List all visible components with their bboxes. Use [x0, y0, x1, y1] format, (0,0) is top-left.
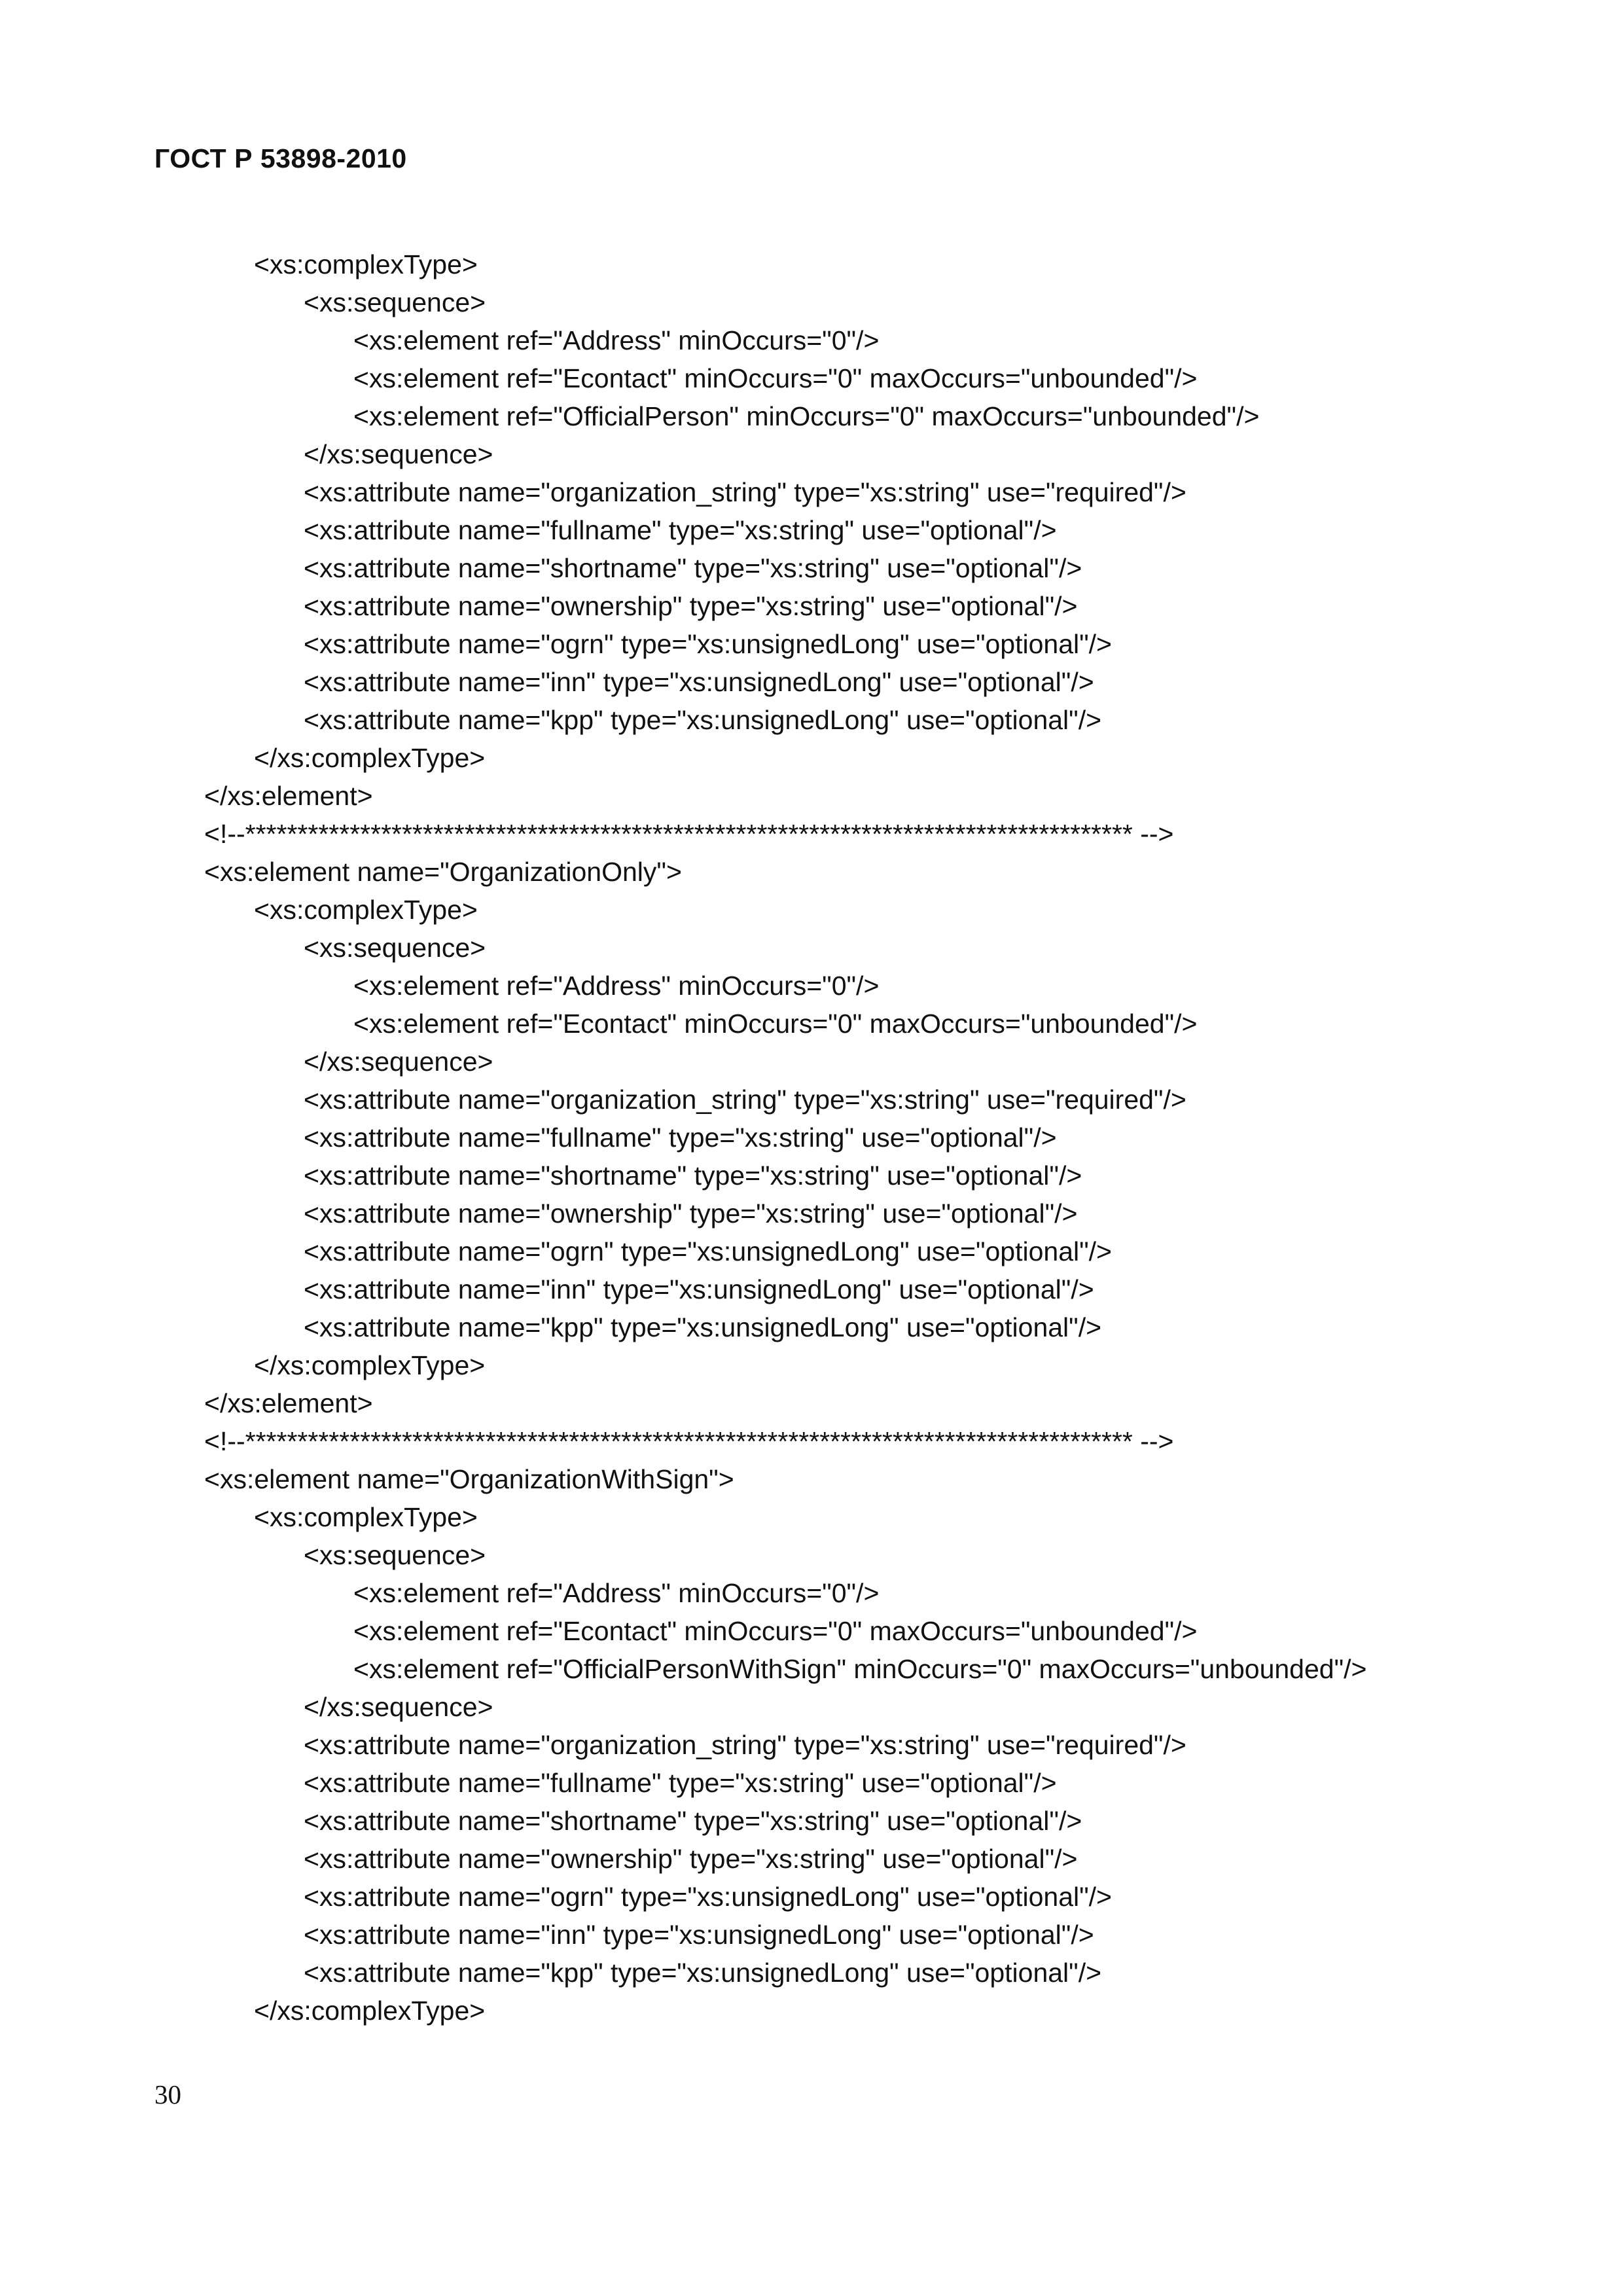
code-line: </xs:sequence>: [304, 1692, 493, 1722]
code-line: <xs:attribute name="fullname" type="xs:string" use="optional"/>: [304, 515, 1057, 545]
code-line: </xs:sequence>: [304, 1047, 493, 1077]
code-line: <xs:element ref="Address" minOccurs="0"/>: [353, 971, 880, 1001]
code-line: <xs:element ref="Address" minOccurs="0"/>: [353, 1578, 880, 1608]
code-line: </xs:complexType>: [254, 1350, 486, 1380]
code-line: </xs:complexType>: [254, 1996, 486, 2026]
code-line: </xs:complexType>: [254, 743, 486, 773]
code-line: <xs:attribute name="kpp" type="xs:unsignedLong" use="optional"/>: [304, 705, 1102, 735]
code-line: <xs:element ref="Econtact" minOccurs="0" maxOccurs="unbounded"/>: [353, 1009, 1198, 1039]
code-line: <!--************************************************************************************* -->: [204, 819, 1174, 849]
code-line: <xs:attribute name="ownership" type="xs:string" use="optional"/>: [304, 591, 1078, 621]
code-line: <xs:element ref="OfficialPersonWithSign" minOccurs="0" maxOccurs="unbounded"/>: [353, 1654, 1367, 1684]
code-line: <xs:attribute name="shortname" type="xs:string" use="optional"/>: [304, 1160, 1082, 1191]
page-number: 30: [154, 2079, 181, 2109]
code-line: <xs:attribute name="inn" type="xs:unsignedLong" use="optional"/>: [304, 667, 1094, 697]
code-line: </xs:element>: [204, 1388, 373, 1418]
code-line: <!--************************************************************************************* -->: [204, 1426, 1174, 1456]
code-line: <xs:sequence>: [304, 287, 486, 317]
code-line: <xs:attribute name="inn" type="xs:unsignedLong" use="optional"/>: [304, 1274, 1094, 1304]
code-line: <xs:attribute name="shortname" type="xs:string" use="optional"/>: [304, 1806, 1082, 1836]
code-line: <xs:element ref="OfficialPerson" minOccurs="0" maxOccurs="unbounded"/>: [353, 401, 1260, 431]
code-line: <xs:attribute name="organization_string" type="xs:string" use="required"/>: [304, 477, 1186, 507]
code-line: <xs:attribute name="organization_string" type="xs:string" use="required"/>: [304, 1730, 1186, 1760]
code-line: <xs:attribute name="ownership" type="xs:string" use="optional"/>: [304, 1198, 1078, 1229]
code-line: <xs:sequence>: [304, 933, 486, 963]
code-line: </xs:element>: [204, 781, 373, 811]
code-line: <xs:attribute name="ownership" type="xs:string" use="optional"/>: [304, 1844, 1078, 1874]
code-line: <xs:complexType>: [254, 1502, 478, 1532]
code-line: <xs:attribute name="organization_string" type="xs:string" use="required"/>: [304, 1085, 1186, 1115]
code-line: <xs:attribute name="kpp" type="xs:unsignedLong" use="optional"/>: [304, 1958, 1102, 1988]
code-line: <xs:attribute name="ogrn" type="xs:unsignedLong" use="optional"/>: [304, 629, 1113, 659]
code-line: <xs:complexType>: [254, 895, 478, 925]
code-line: <xs:attribute name="ogrn" type="xs:unsignedLong" use="optional"/>: [304, 1882, 1113, 1912]
code-line: <xs:element name="OrganizationOnly">: [204, 857, 682, 887]
code-line: <xs:element ref="Address" minOccurs="0"/>: [353, 325, 880, 355]
code-line: <xs:element name="OrganizationWithSign">: [204, 1464, 734, 1494]
code-line: <xs:attribute name="kpp" type="xs:unsignedLong" use="optional"/>: [304, 1312, 1102, 1342]
code-line: <xs:attribute name="fullname" type="xs:string" use="optional"/>: [304, 1768, 1057, 1798]
code-line: <xs:element ref="Econtact" minOccurs="0" maxOccurs="unbounded"/>: [353, 363, 1198, 393]
standard-header: ГОСТ Р 53898-2010: [154, 143, 407, 173]
code-line: </xs:sequence>: [304, 439, 493, 469]
code-line: <xs:attribute name="inn" type="xs:unsignedLong" use="optional"/>: [304, 1920, 1094, 1950]
code-line: <xs:element ref="Econtact" minOccurs="0" maxOccurs="unbounded"/>: [353, 1616, 1198, 1646]
code-line: <xs:sequence>: [304, 1540, 486, 1570]
code-line: <xs:attribute name="ogrn" type="xs:unsignedLong" use="optional"/>: [304, 1236, 1113, 1266]
code-line: <xs:complexType>: [254, 249, 478, 279]
xml-schema-listing: [204, 245, 1366, 2030]
code-line: <xs:attribute name="shortname" type="xs:string" use="optional"/>: [304, 553, 1082, 583]
code-line: <xs:attribute name="fullname" type="xs:string" use="optional"/>: [304, 1122, 1057, 1153]
